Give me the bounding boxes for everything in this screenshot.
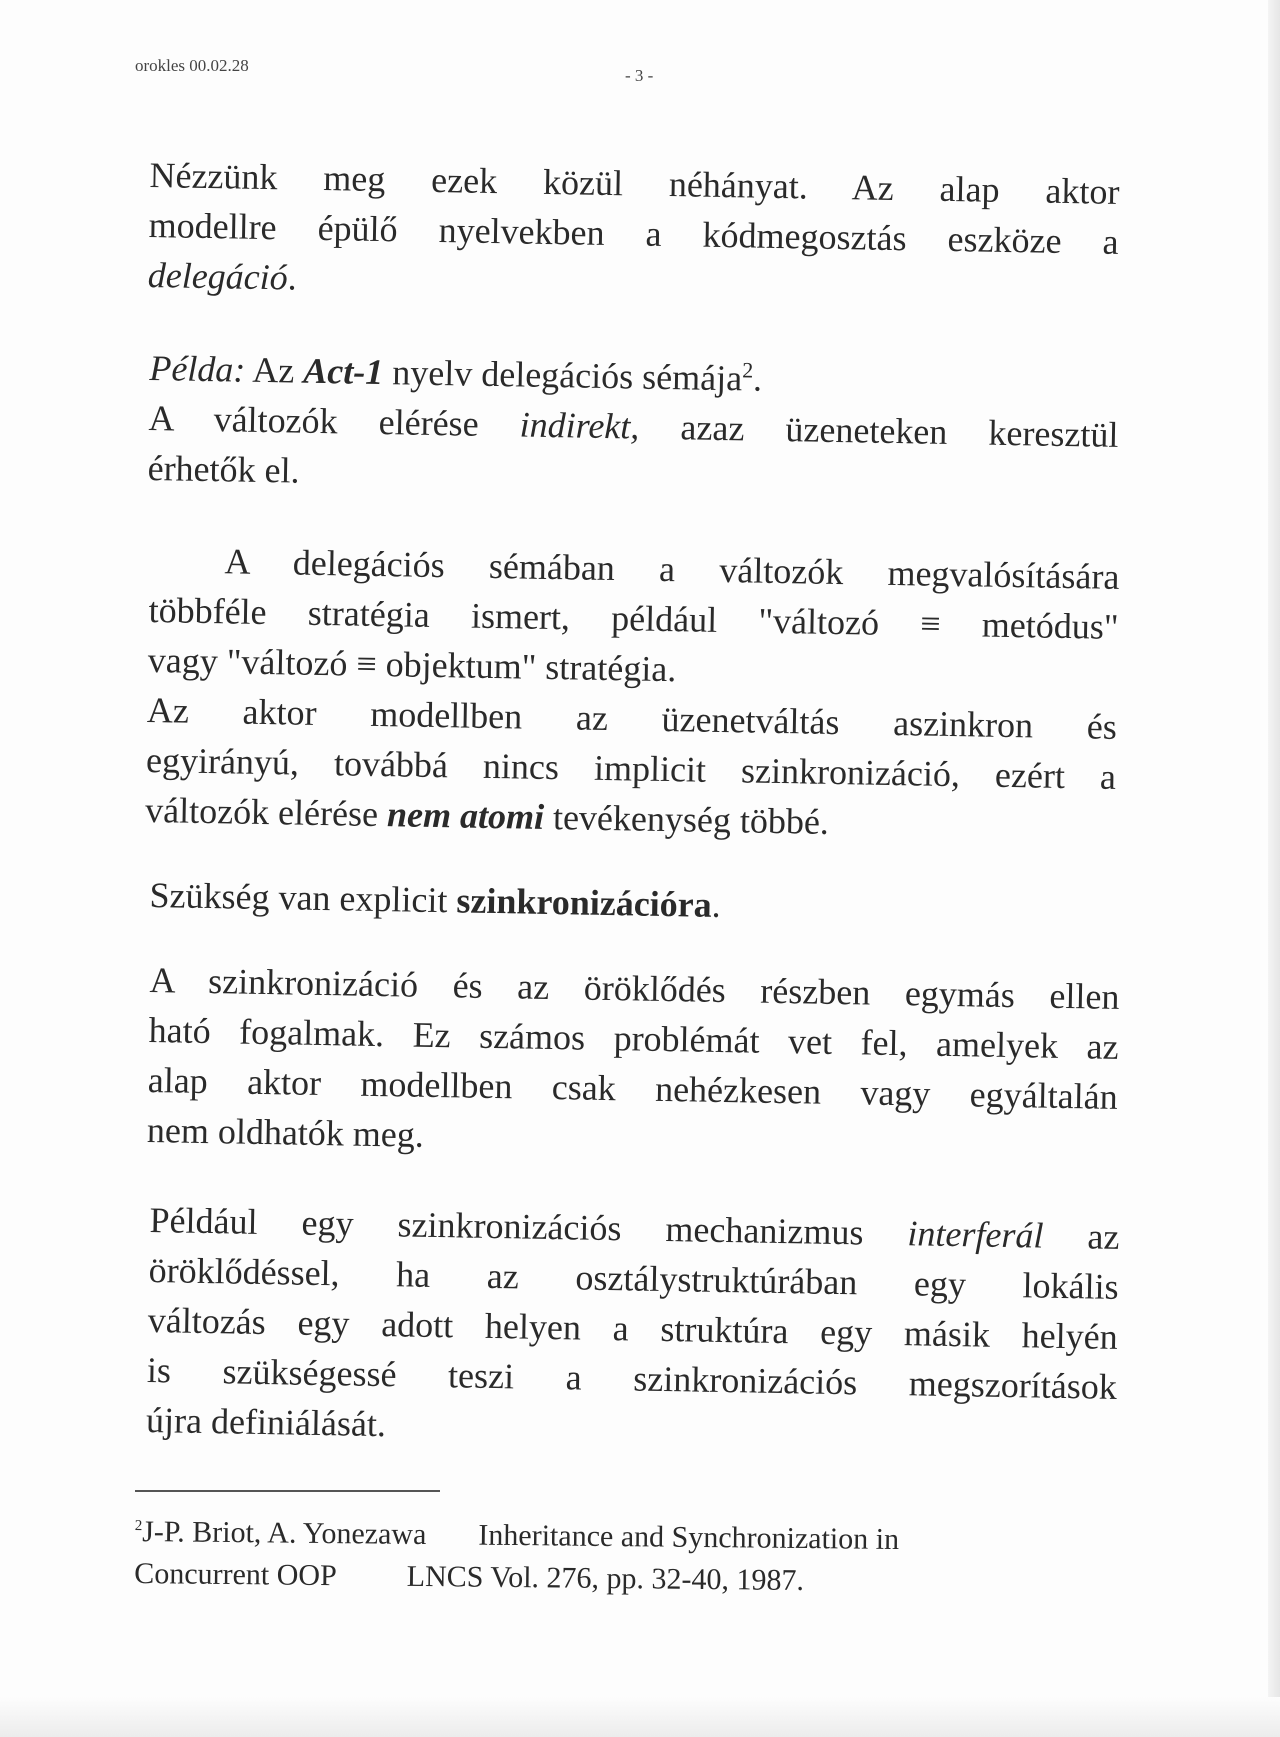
paragraph-sync-need bbox=[149, 870, 1120, 937]
text-line: egyirányú, továbbá nincs implicit szinkronizáció, ezért a bbox=[145, 739, 1117, 797]
text-line: is szükségessé teszi a szinkronizációs megszorítások bbox=[146, 1349, 1118, 1407]
italic-term: delegáció bbox=[147, 254, 289, 298]
file-label: orokles 00.02.28 bbox=[135, 56, 249, 75]
text-line: delegáció. bbox=[147, 254, 298, 298]
scan-edge-right bbox=[1268, 0, 1280, 1737]
bold-term: szinkronizációra bbox=[456, 880, 713, 925]
paragraph-example bbox=[147, 335, 1120, 510]
text-line: Az aktor modellben az üzenetváltás aszinkron és bbox=[146, 689, 1118, 747]
text-line: nem oldhatók meg. bbox=[146, 1109, 425, 1155]
language-name: Act-1 bbox=[303, 350, 384, 393]
text-line: A változók elérése indirekt, azaz üzeneteken keresztül bbox=[148, 397, 1119, 455]
text-line: érhetők el. bbox=[147, 447, 300, 491]
footnote-reference: 2 bbox=[742, 357, 754, 383]
scan-edge-bottom bbox=[0, 1697, 1280, 1737]
footnote-line: $^2$J-P. Briot, A. Yonezawa Inheritance and Synchronization in bbox=[134, 1515, 900, 1557]
text-line: alap aktor modellben csak nehézkesen vagy egyáltalán bbox=[147, 1059, 1119, 1117]
paragraph-sync-inheritance bbox=[147, 955, 1120, 1172]
text-line: A delegációs sémában a változók megvalósítására bbox=[224, 541, 1120, 597]
text-line: változás egy adott helyen a struktúra egy másik helyén bbox=[147, 1299, 1119, 1357]
italic-term: interferál bbox=[907, 1213, 1044, 1256]
text-line: öröklődéssel, ha az osztálystruktúrában egy lokális bbox=[148, 1249, 1119, 1307]
page-number: - 3 - bbox=[625, 66, 654, 85]
text-line: Nézzünk meg ezek közül néhányat. Az alap aktor bbox=[149, 154, 1120, 212]
italic-term: indirekt, bbox=[519, 404, 640, 447]
text-line: újra definiálását. bbox=[145, 1399, 387, 1445]
footnote-separator bbox=[135, 1490, 440, 1492]
footnote-mark: 2 bbox=[134, 1517, 143, 1535]
text-line: változók elérése nem atomi tevékenység többé. bbox=[144, 789, 830, 842]
emphasis-term: nem atomi bbox=[386, 794, 545, 837]
text-line: modellre épülő nyelvekben a kódmegosztás eszköze a bbox=[148, 204, 1119, 262]
text-line: Például egy szinkronizációs mechanizmus interferál az bbox=[149, 1199, 1120, 1257]
footnote-line: Concurrent OOP LNCS Vol. 276, pp. 32-40, 1987. bbox=[134, 1556, 805, 1598]
paragraph-delegation-strategies bbox=[145, 535, 1120, 852]
text-line: Szükség van explicit szinkronizációra. bbox=[149, 874, 722, 925]
text-line: ható fogalmak. Ez számos problémát vet fel, amelyek az bbox=[148, 1009, 1119, 1067]
footnote bbox=[134, 1505, 1015, 1604]
text-line: Példa: Az Act-1 nyelv delegációs sémája$^2$. bbox=[149, 347, 763, 399]
paragraph-delegation-intro bbox=[147, 150, 1119, 317]
text-line: vagy "változó ≡ objektum" stratégia. bbox=[147, 639, 677, 690]
paragraph-interference-example bbox=[146, 1195, 1120, 1462]
text-line: A szinkronizáció és az öröklődés részben egymás ellen bbox=[149, 959, 1120, 1017]
text-line: többféle stratégia ismert, például "változó ≡ metódus" bbox=[148, 589, 1119, 647]
example-label: Példa: bbox=[149, 347, 246, 390]
